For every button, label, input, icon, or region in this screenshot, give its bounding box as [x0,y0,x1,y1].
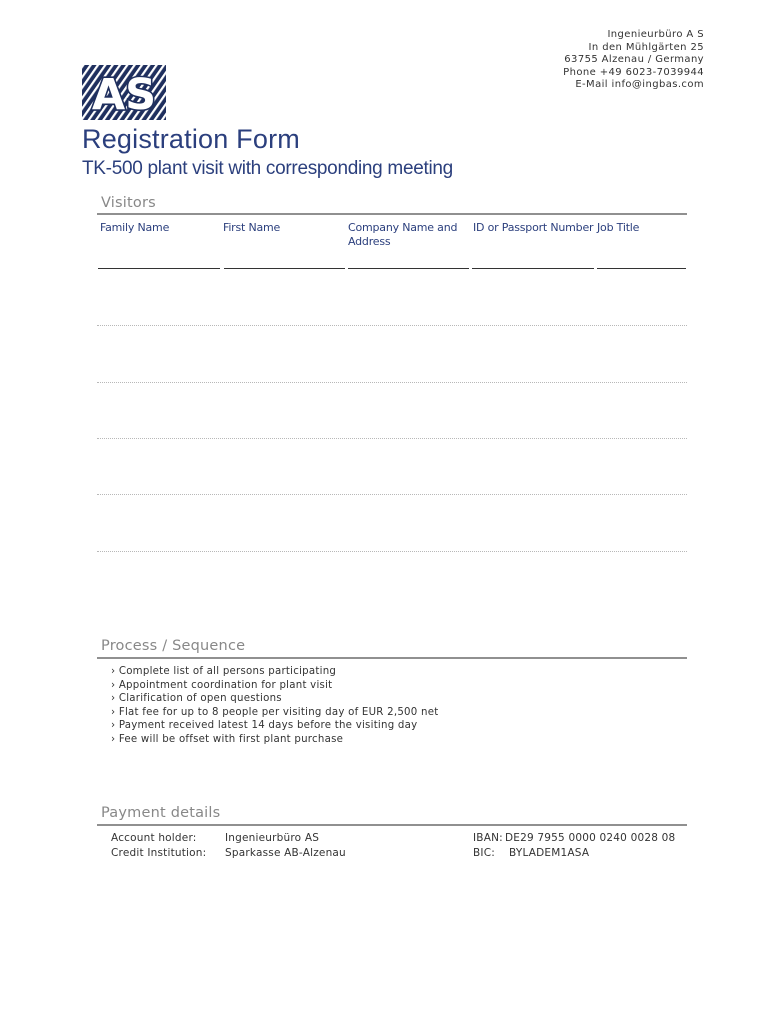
list-item: › Payment received latest 14 days before the visiting day [111,720,418,732]
payment-values [225,831,346,860]
company-city: 63755 Alzenau / Germany [564,54,704,65]
column-company [348,221,457,248]
bullet-icon: › [111,679,116,691]
column-family-name [100,221,169,235]
bank-codes-values [505,831,675,860]
company-address [563,29,704,92]
page-title: Registration Form [82,124,300,154]
company-logo [82,65,166,120]
list-item: › Flat fee for up to 8 people per visiting day of EUR 2,500 net [111,706,439,718]
bullet-icon: › [111,693,116,705]
column-label: Family Name [100,221,170,234]
credit-institution-value: Sparkasse AB-Alzenau [225,846,346,859]
bank-codes-labels [473,831,503,860]
bic-label: BIC: [473,846,495,859]
column-job-title [597,221,639,235]
column-label: Job Title [597,221,640,234]
list-item: › Complete list of all persons participating [111,666,337,677]
credit-institution-label: Credit Institution: [111,846,207,859]
column-label: First Name [223,221,281,234]
account-holder-value: Ingenieurbüro AS [225,832,320,844]
column-id-passport [473,221,593,235]
process-heading: Process / Sequence [101,638,246,654]
company-email: E-Mail info@ingbas.com [575,79,704,90]
id-passport-field[interactable] [472,268,594,269]
company-phone: Phone +49 6023-7039944 [563,66,704,78]
visitor-row-line[interactable] [97,438,687,439]
list-item: › Appointment coordination for plant visit [111,679,333,691]
visitors-rule [97,213,687,215]
column-label: Company Name and [348,221,458,234]
first-name-field[interactable] [224,268,345,269]
visitor-row-line[interactable] [97,551,687,552]
payment-rule [97,824,687,826]
logo-text: AS [91,70,157,120]
visitor-row-line[interactable] [97,382,687,383]
company-name: Ingenieurbüro A S [607,29,704,40]
family-name-field[interactable] [98,268,220,269]
page-subtitle: TK-500 plant visit with corresponding meeting [82,158,453,179]
visitor-row-line[interactable] [97,494,687,495]
column-label: ID or Passport Number [473,221,594,234]
bullet-icon: › [111,720,116,732]
process-steps-list [111,665,438,747]
bullet-icon: › [111,666,116,677]
iban-label: IBAN: [473,832,503,844]
bullet-icon: › [111,733,116,745]
list-item: › Fee will be offset with first plant purchase [111,733,344,745]
iban-value: DE29 7955 0000 0240 0028 08 [505,832,676,844]
payment-labels [111,831,206,860]
process-rule [97,657,687,659]
bic-value: BYLADEM1ASA [509,846,590,859]
column-label-line2: Address [348,234,391,248]
visitor-row-line[interactable] [97,325,687,326]
column-first-name [223,221,280,235]
visitors-heading: Visitors [101,195,156,211]
job-title-field[interactable] [597,268,686,269]
account-holder-label: Account holder: [111,832,197,844]
list-item: › Clarification of open questions [111,693,282,705]
company-field[interactable] [348,268,469,269]
company-street: In den Mühlgärten 25 [588,41,704,53]
bullet-icon: › [111,706,116,718]
payment-heading: Payment details [101,805,221,821]
